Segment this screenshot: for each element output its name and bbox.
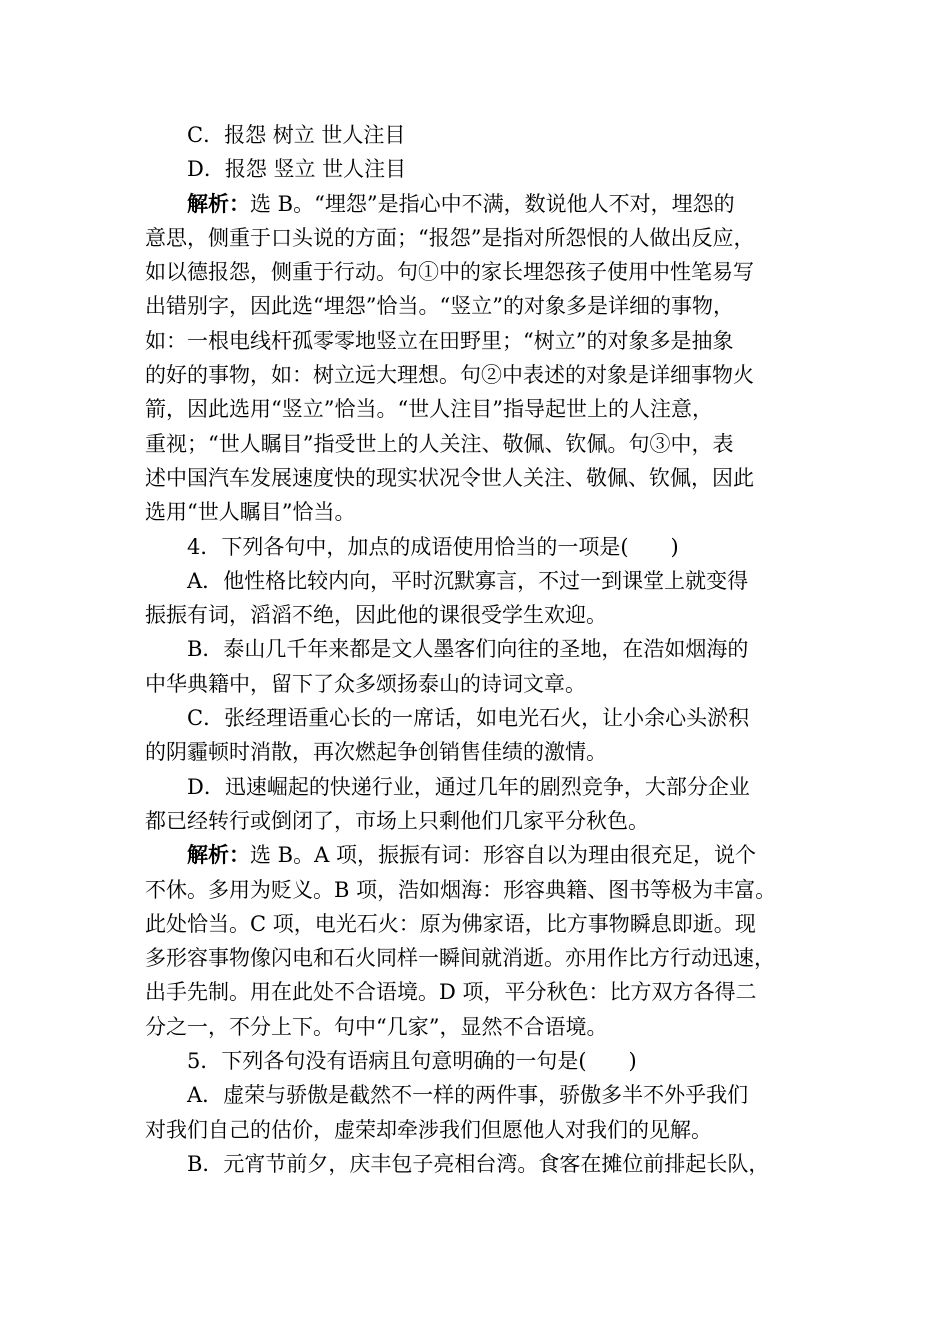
analysis2-line-4: 出手先制。用在此处不合语境。D 项，平分秋色：比方双方各得二 xyxy=(145,980,757,1005)
q4-option-d-line-0: D．迅速崛起的快递行业，通过几年的剧烈竞争，大部分企业 xyxy=(187,774,750,799)
analysis1-line-8: 述中国汽车发展速度快的现实状况令世人关注、敬佩、钦佩，因此 xyxy=(145,465,754,490)
q4-option-c-line-1: 的阴霾顿时消散，再次燃起争创销售佳绩的激情。 xyxy=(145,740,607,765)
q4-option-a-line-1: 振振有词，滔滔不绝，因此他的课很受学生欢迎。 xyxy=(145,603,607,628)
analysis2-label: 解析： xyxy=(187,842,250,868)
q4-option-b-line-0: B．泰山几千年来都是文人墨客们向往的圣地，在浩如烟海的 xyxy=(187,637,749,662)
option-d-previous: D．报怨 竖立 世人注目 xyxy=(187,157,407,182)
question-4-stem: 4．下列各句中，加点的成语使用恰当的一项是( ) xyxy=(187,534,679,559)
analysis1-line-5: 的好的事物，如：树立远大理想。句②中表述的对象是详细事物火 xyxy=(145,363,754,388)
analysis1-line-9: 选用“世人瞩目”恰当。 xyxy=(145,500,356,525)
q4-option-c-line-0: C．张经理语重心长的一席话，如电光石火，让小余心头淤积 xyxy=(187,706,750,731)
analysis1-line-4: 如：一根电线杆孤零零地竖立在田野里；“树立”的对象多是抽象 xyxy=(145,328,734,353)
analysis1-line-7: 重视；“世人瞩目”指受世上的人关注、敬佩、钦佩。句③中，表 xyxy=(145,431,734,456)
analysis2-line-3: 多形容事物像闪电和石火同样一瞬间就消逝。亦用作比方行动迅速， xyxy=(145,946,775,971)
q4-option-b-line-1: 中华典籍中，留下了众多颂扬泰山的诗词文章。 xyxy=(145,671,586,696)
analysis1-label: 解析： xyxy=(187,190,250,216)
analysis1-line-2: 如以德报怨，侧重于行动。句①中的家长埋怨孩子使用中性笔易写 xyxy=(145,260,754,285)
analysis1-text-0: 选 B。“埋怨”是指心中不满，数说他人不对，埋怨的 xyxy=(250,191,735,216)
analysis1-line-3: 出错别字，因此选“埋怨”恰当。“竖立”的对象多是详细的事物， xyxy=(145,294,734,319)
question-5-stem: 5．下列各句没有语病且句意明确的一句是( ) xyxy=(187,1049,637,1074)
analysis2-text-0: 选 B。A 项，振振有词：形容自以为理由很充足，说个 xyxy=(250,843,756,868)
analysis2-line-0 xyxy=(145,838,824,872)
q5-option-a-line-0: A．虚荣与骄傲是截然不一样的两件事，骄傲多半不外乎我们 xyxy=(187,1083,749,1108)
analysis2-line-2: 此处恰当。C 项，电光石火：原为佛家语，比方事物瞬息即逝。现 xyxy=(145,911,756,936)
q4-option-d-line-1: 都已经转行或倒闭了，市场上只剩他们几家平分秋色。 xyxy=(145,808,649,833)
analysis1-line-0 xyxy=(145,187,824,221)
option-c-previous: C．报怨 树立 世人注目 xyxy=(187,123,406,147)
q5-option-b-line-0: B．元宵节前夕，庆丰包子亮相台湾。食客在摊位前排起长队， xyxy=(187,1151,770,1176)
q4-option-a-line-0: A．他性格比较内向，平时沉默寡言，不过一到课堂上就变得 xyxy=(187,568,749,593)
q5-option-a-line-1: 对我们自己的估价，虚荣却牵涉我们但愿他人对我们的见解。 xyxy=(145,1117,712,1142)
analysis1-line-6: 箭，因此选用“竖立”恰当。“世人注目”指导起世上的人注意， xyxy=(145,397,713,422)
analysis1-line-1: 意思，侧重于口头说的方面；“报怨”是指对所怨恨的人做出反应， xyxy=(145,225,755,250)
analysis2-line-1: 不休。多用为贬义。B 项，浩如烟海：形容典籍、图书等极为丰富。 xyxy=(145,877,777,902)
analysis2-line-5: 分之一，不分上下。句中“几家”，显然不合语境。 xyxy=(145,1014,608,1039)
